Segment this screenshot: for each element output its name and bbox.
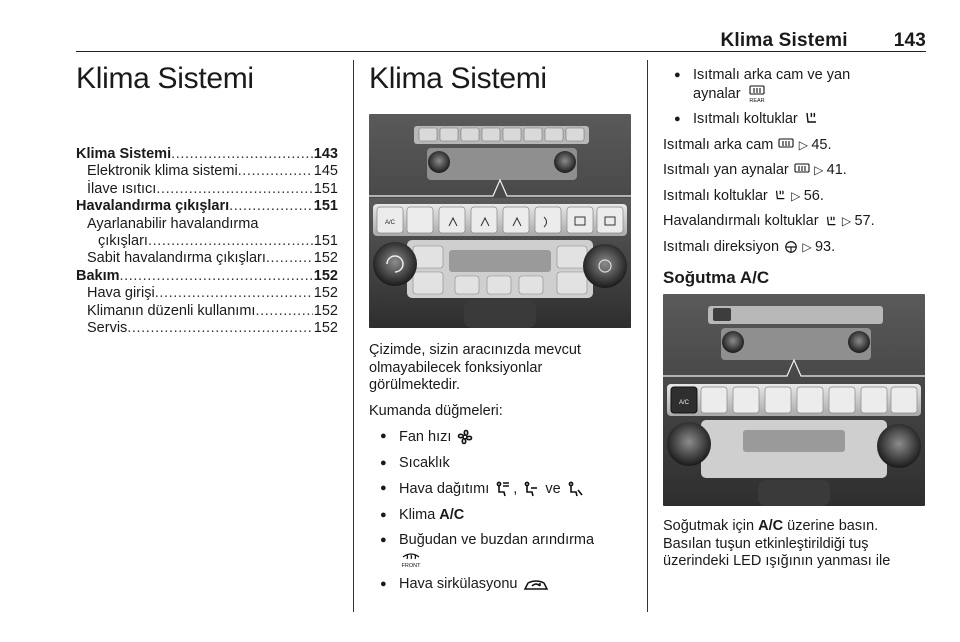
defrost-label: Buğudan ve buzdan arındırma	[399, 532, 595, 549]
toc-entry[interactable]	[76, 198, 338, 215]
seat-heat-icon	[768, 188, 788, 204]
toc-leader-dots	[155, 285, 313, 302]
air-to-feet-icon	[566, 480, 584, 498]
recirculation-label: Hava sirkülasyonu	[399, 576, 518, 593]
cooling-prefix: Soğutmak için	[663, 518, 755, 535]
controls-intro: Kumanda düğmeleri:	[369, 402, 503, 419]
toc-entry[interactable]	[76, 285, 338, 302]
toc-entry-label: Servis	[87, 320, 128, 337]
cross-reference[interactable]	[663, 239, 925, 257]
recirculation-icon	[523, 577, 549, 593]
cross-reference[interactable]	[663, 137, 925, 155]
list-item-temperature	[369, 455, 631, 473]
page-reference-arrow-icon: ▷	[787, 188, 804, 203]
toc-entry-page: 152	[313, 285, 338, 302]
column-divider-2	[647, 60, 648, 612]
header-page-number: 143	[893, 30, 926, 51]
ac-panel-illustration	[663, 294, 925, 506]
climate-panel-photo	[369, 114, 631, 328]
rear-window-label-b: aynalar	[693, 85, 741, 102]
toc-leader-dots	[238, 163, 313, 180]
section-title: Klima Sistemi	[369, 62, 547, 95]
heated-seat-icon	[803, 111, 819, 127]
cooling-paragraph	[663, 518, 925, 571]
toc-entry-page: 143	[313, 146, 338, 162]
middle-text	[369, 342, 631, 602]
cooling-ac: A/C	[758, 518, 784, 535]
cross-reference-page: 57.	[854, 213, 875, 230]
rear-window-heat-icon	[773, 137, 795, 153]
toc-entry[interactable]	[76, 216, 338, 233]
toc-leader-dots	[127, 320, 313, 337]
fan-label: Fan hızı	[399, 429, 452, 446]
distribution-separator: ,	[513, 481, 518, 498]
chapter-title: Klima Sistemi	[76, 62, 254, 95]
cross-reference-text: Isıtmalı arka cam	[663, 136, 774, 153]
distribution-and: ve	[545, 481, 561, 498]
steering-heat-icon	[779, 239, 799, 255]
toc-entry-label: Klima Sistemi	[76, 146, 172, 162]
toc-leader-dots	[148, 233, 313, 250]
toc-leader-dots	[120, 268, 313, 285]
column-divider-1	[353, 60, 354, 612]
air-distribution-label: Hava dağıtımı	[399, 481, 490, 498]
list-item-heated-rear-window	[663, 67, 925, 103]
header-title: Klima Sistemi	[720, 30, 848, 51]
rear-label: REAR	[748, 97, 765, 103]
toc-entry[interactable]	[76, 181, 338, 198]
toc-entry[interactable]	[76, 146, 338, 163]
front-label: FRONT	[401, 563, 421, 568]
list-item-ac	[369, 507, 631, 525]
toc-entry[interactable]	[76, 250, 338, 267]
toc-entry-page: 151	[313, 233, 338, 250]
cross-reference[interactable]	[663, 188, 925, 206]
toc-leader-dots	[266, 250, 313, 267]
toc-leader-dots	[171, 146, 313, 163]
header-rule	[76, 51, 926, 52]
ac-label: A/C	[439, 506, 465, 523]
seat-vent-icon	[819, 213, 839, 229]
heated-seats-label: Isıtmalı koltuklar	[693, 111, 798, 128]
page-reference-arrow-icon: ▷	[838, 214, 855, 229]
cooling-rest: üzerine basın. Basılan tuşun etkinleştirildiği tuş üzerindeki LED ışığının yanması ile	[663, 518, 891, 570]
toc-entry-label: Havalandırma çıkışları	[76, 198, 230, 215]
toc-entry-label: Hava girişi	[87, 285, 155, 302]
ac-panel-photo	[663, 294, 925, 506]
toc-entry-page: 152	[313, 302, 338, 319]
list-item-defrost	[369, 532, 631, 568]
page-reference-arrow-icon: ▷	[810, 163, 827, 178]
toc-entry-page: 152	[313, 267, 338, 284]
list-item-air-distribution	[369, 480, 631, 498]
front-defrost-icon	[400, 550, 422, 568]
rear-window-label-a: Isıtmalı arka cam ve yan	[693, 67, 851, 83]
air-to-windscreen-icon	[494, 480, 512, 498]
list-item-recirculation	[369, 576, 631, 594]
temperature-label: Sıcaklık	[399, 454, 450, 471]
toc-entry-label: Sabit havalandırma çıkışları	[87, 250, 266, 267]
page-reference-arrow-icon: ▷	[799, 239, 815, 254]
cross-reference-page: 56.	[803, 187, 824, 204]
toc-entry[interactable]	[76, 268, 338, 285]
toc-leader-dots	[229, 198, 313, 215]
toc-entry-page: 145	[313, 163, 338, 180]
toc-entry[interactable]	[76, 163, 338, 180]
cross-reference[interactable]	[663, 213, 925, 231]
cross-reference-text: Isıtmalı yan aynalar	[663, 162, 789, 179]
toc-entry-label: Elektronik klima sistemi	[87, 163, 238, 180]
air-to-head-icon	[522, 480, 540, 498]
toc-entry-page: 151	[313, 180, 338, 197]
page-reference-arrow-icon: ▷	[795, 137, 812, 152]
list-item-fan	[369, 428, 631, 446]
cross-reference-page: 41.	[826, 162, 847, 179]
figure-caption: Çizimde, sizin aracınızda mevcut olmayabilecek fonksiyonlar görülmektedir.	[369, 342, 581, 394]
toc-entry-label: Bakım	[76, 267, 120, 284]
cross-references	[663, 137, 925, 257]
right-text	[663, 67, 925, 571]
toc-entry-label: Klimanın düzenli kullanımı	[87, 302, 256, 319]
toc-leader-dots	[255, 303, 312, 320]
list-item-heated-seats	[663, 111, 925, 129]
toc-leader-dots	[156, 181, 312, 198]
toc-entry-label: İlave ısıtıcı	[87, 180, 157, 197]
toc-entry[interactable]	[76, 320, 338, 337]
fan-icon	[456, 428, 474, 446]
toc-entry-label: çıkışları	[98, 233, 148, 250]
cross-reference-text: Isıtmalı koltuklar	[663, 187, 768, 204]
cross-reference-page: 45.	[811, 136, 832, 153]
mirror-heat-icon	[789, 162, 811, 178]
climate-panel-illustration	[369, 114, 631, 328]
cross-reference[interactable]	[663, 162, 925, 180]
cross-reference-page: 93.	[814, 238, 836, 255]
ac-button-label: A/C	[384, 220, 396, 226]
toc-entry-page: 152	[313, 320, 338, 337]
cooling-section-title: Soğutma A/C	[663, 267, 770, 287]
table-of-contents	[76, 146, 338, 337]
cross-reference-text: Havalandırmalı koltuklar	[663, 213, 819, 230]
toc-entry-page: 151	[313, 198, 338, 215]
ac-prefix: Klima	[399, 506, 436, 523]
ac-highlight-label: A/C	[678, 400, 690, 407]
toc-entry[interactable]	[76, 233, 338, 250]
running-header	[720, 30, 926, 52]
toc-entry-page: 152	[313, 250, 338, 267]
toc-entry-label: Ayarlanabilir havalandırma	[87, 215, 259, 232]
rear-defrost-icon	[746, 85, 768, 103]
toc-entry[interactable]	[76, 303, 338, 320]
cross-reference-text: Isıtmalı direksiyon	[663, 238, 780, 255]
